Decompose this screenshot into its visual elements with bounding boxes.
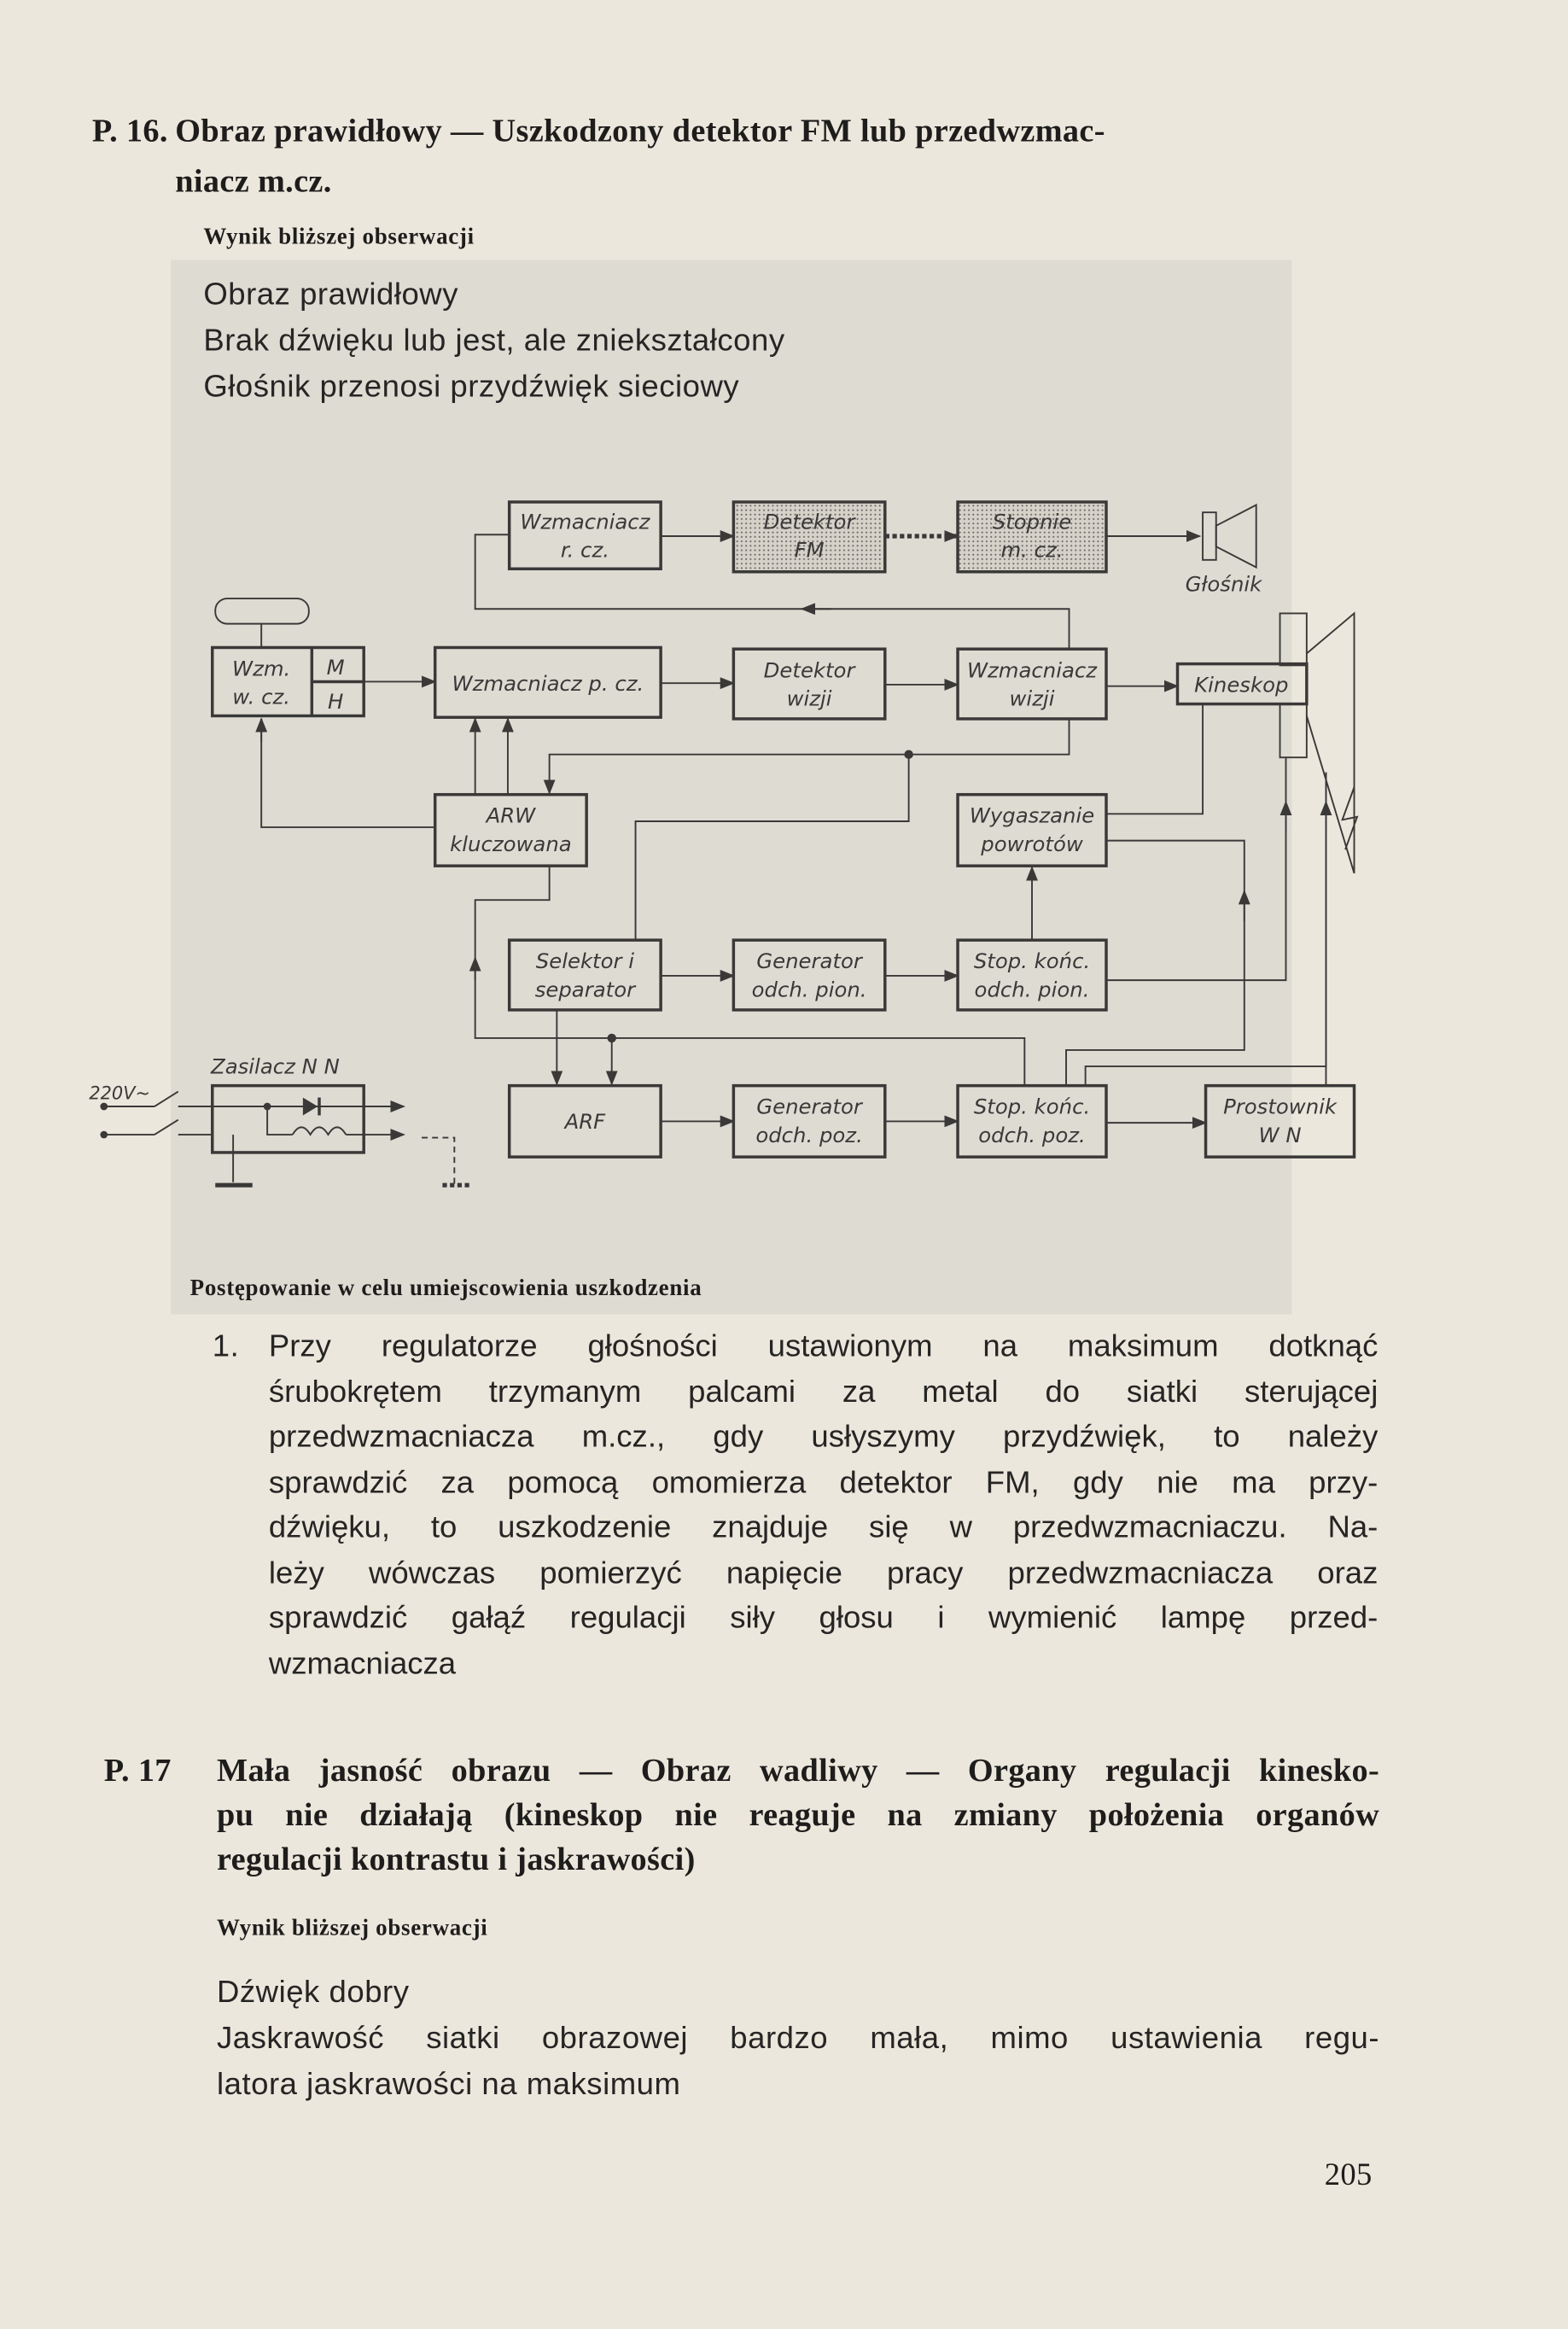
diagram-connector (550, 719, 1070, 793)
kinescope-icon (1307, 613, 1355, 873)
block-label: Stop. końc. (973, 1094, 1091, 1119)
step-number: 1. (212, 1328, 240, 1363)
block-label: FM (794, 537, 825, 563)
diagram-connector (419, 1138, 455, 1184)
diagram-connector (904, 750, 912, 758)
diode-icon (303, 1098, 318, 1116)
block-label: odch. pion. (751, 977, 867, 1002)
diagram-connector (1066, 841, 1244, 1086)
speaker-icon (1203, 512, 1216, 560)
block-label: ARW (486, 803, 536, 828)
diagram-connector (1106, 757, 1285, 980)
diagram-connector (1086, 773, 1326, 1086)
block-label: separator (534, 977, 636, 1002)
observation-line: Dźwięk dobry (216, 1975, 410, 2010)
block-label: kluczowana (450, 831, 572, 856)
observation-line: Głośnik przenosi przydźwięk sieciowy (203, 370, 740, 405)
step-line: sprawdzić gałąź regulacji siły głosu i wymienić lampę przed- (268, 1601, 1379, 1636)
block-label: odch. poz. (978, 1122, 1086, 1147)
block-label: Stop. końc. (973, 949, 1091, 974)
diagram-connector (1216, 505, 1256, 567)
section-16-title-line2: niacz m.cz. (175, 161, 332, 200)
section-17-number: P. 17 (103, 1750, 172, 1789)
diagram-connector (1280, 704, 1307, 758)
observation-line: Jaskrawość siatki obrazowej bardzo mała, mimo ustawienia regu- (216, 2021, 1380, 2056)
step-line: dźwięku, to uszkodzenie znajduje się w przedwzmacniaczu. Na- (268, 1510, 1379, 1545)
band-label: H (327, 688, 344, 714)
block-label: odch. pion. (974, 977, 1090, 1002)
block-label: Detektor (763, 509, 855, 534)
block-label: Generator (756, 949, 862, 974)
diagram-connector (318, 1098, 320, 1116)
diagram-connector (100, 1103, 108, 1111)
step-line: wzmacniacza (268, 1647, 457, 1682)
block-label: Wygaszanie (969, 803, 1095, 828)
section-16-title-line1: Obraz prawidłowy — Uszkodzony detektor FM lub przedwzmac- (175, 111, 1105, 149)
diagram-connector (261, 719, 435, 827)
block-label: Prostownik (1223, 1094, 1337, 1119)
diagram-connector (1106, 704, 1203, 814)
step-line: sprawdzić za pomocą omomierza detektor FM, gdy nie ma przy- (268, 1465, 1379, 1500)
section-16-number: P. 16. (91, 111, 168, 149)
section-17-title-line: Mała jasność obrazu — Obraz wadliwy — Organy regulacji kinesko- (216, 1750, 1380, 1789)
block-label: Selektor i (535, 949, 635, 974)
diagram-connector (154, 1120, 178, 1135)
page-number: 205 (1324, 2156, 1373, 2192)
diagram-connector (636, 755, 909, 940)
observation-line: latora jaskrawości na maksimum (216, 2067, 681, 2102)
block-label: wizji (1009, 686, 1055, 711)
block-label: powrotów (981, 831, 1083, 856)
section-16-observation-heading: Wynik bliższej obserwacji (203, 224, 475, 250)
diagram-connector (264, 1103, 271, 1111)
observation-line: Brak dźwięku lub jest, ale zniekształcony (203, 324, 785, 359)
diagram-connector (607, 1034, 615, 1042)
block-label: Generator (756, 1094, 862, 1119)
section-17-title-line: regulacji kontrastu i jaskrawości) (216, 1840, 696, 1877)
block-label: r. cz. (560, 537, 609, 563)
switch-icon (154, 1092, 178, 1106)
step-line: śrubokrętem trzymanym palcami za metal do siatki sterującej (268, 1375, 1379, 1410)
procedure-heading: Postępowanie w celu umiejscowienia uszkodzenia (189, 1275, 702, 1301)
block-label: Wzm. (232, 656, 291, 681)
block-label: Stopnie (992, 509, 1072, 534)
diagram-connector (1280, 613, 1307, 665)
block-label: Wzmacniacz (966, 657, 1098, 683)
antenna-icon (215, 598, 309, 624)
step-line: leży wówczas pomierzyć napięcie pracy przedwzmacniacza oraz (268, 1556, 1379, 1591)
block-label: Kineskop (1194, 672, 1289, 698)
block-label: Detektor (763, 657, 855, 683)
block-label: wizji (786, 686, 832, 711)
observation-line: Obraz prawidłowy (203, 277, 459, 312)
block-label: m. cz. (1000, 537, 1064, 563)
section-17-title-line: pu nie działają (kineskop nie reaguje na zmiany położenia organów (216, 1795, 1380, 1833)
block-label: w. cz. (232, 684, 291, 709)
block-label: W N (1258, 1122, 1302, 1147)
transformer-coil-icon (293, 1127, 347, 1135)
power-supply-label: Zasilacz N N (211, 1054, 340, 1079)
step-line: Przy regulatorze głośności ustawionym na maksimum dotknąć (268, 1328, 1379, 1363)
block-label: ARF (564, 1109, 606, 1135)
block-label: Wzmacniacz (520, 509, 650, 534)
mains-label: 220V~ (89, 1083, 150, 1104)
section-17-observation-heading: Wynik bliższej obserwacji (216, 1916, 488, 1941)
diagram-connector (267, 1106, 293, 1135)
diagram-connector (100, 1131, 108, 1139)
step-line: przedwzmacniacza m.cz., gdy usłyszymy przydźwięk, to należy (268, 1420, 1379, 1455)
speaker-label: Głośnik (1185, 571, 1262, 597)
block-power-supply (213, 1086, 364, 1153)
block-label: Wzmacniacz p. cz. (452, 670, 644, 696)
block-label: odch. poz. (755, 1122, 863, 1147)
band-label: M (326, 654, 345, 680)
